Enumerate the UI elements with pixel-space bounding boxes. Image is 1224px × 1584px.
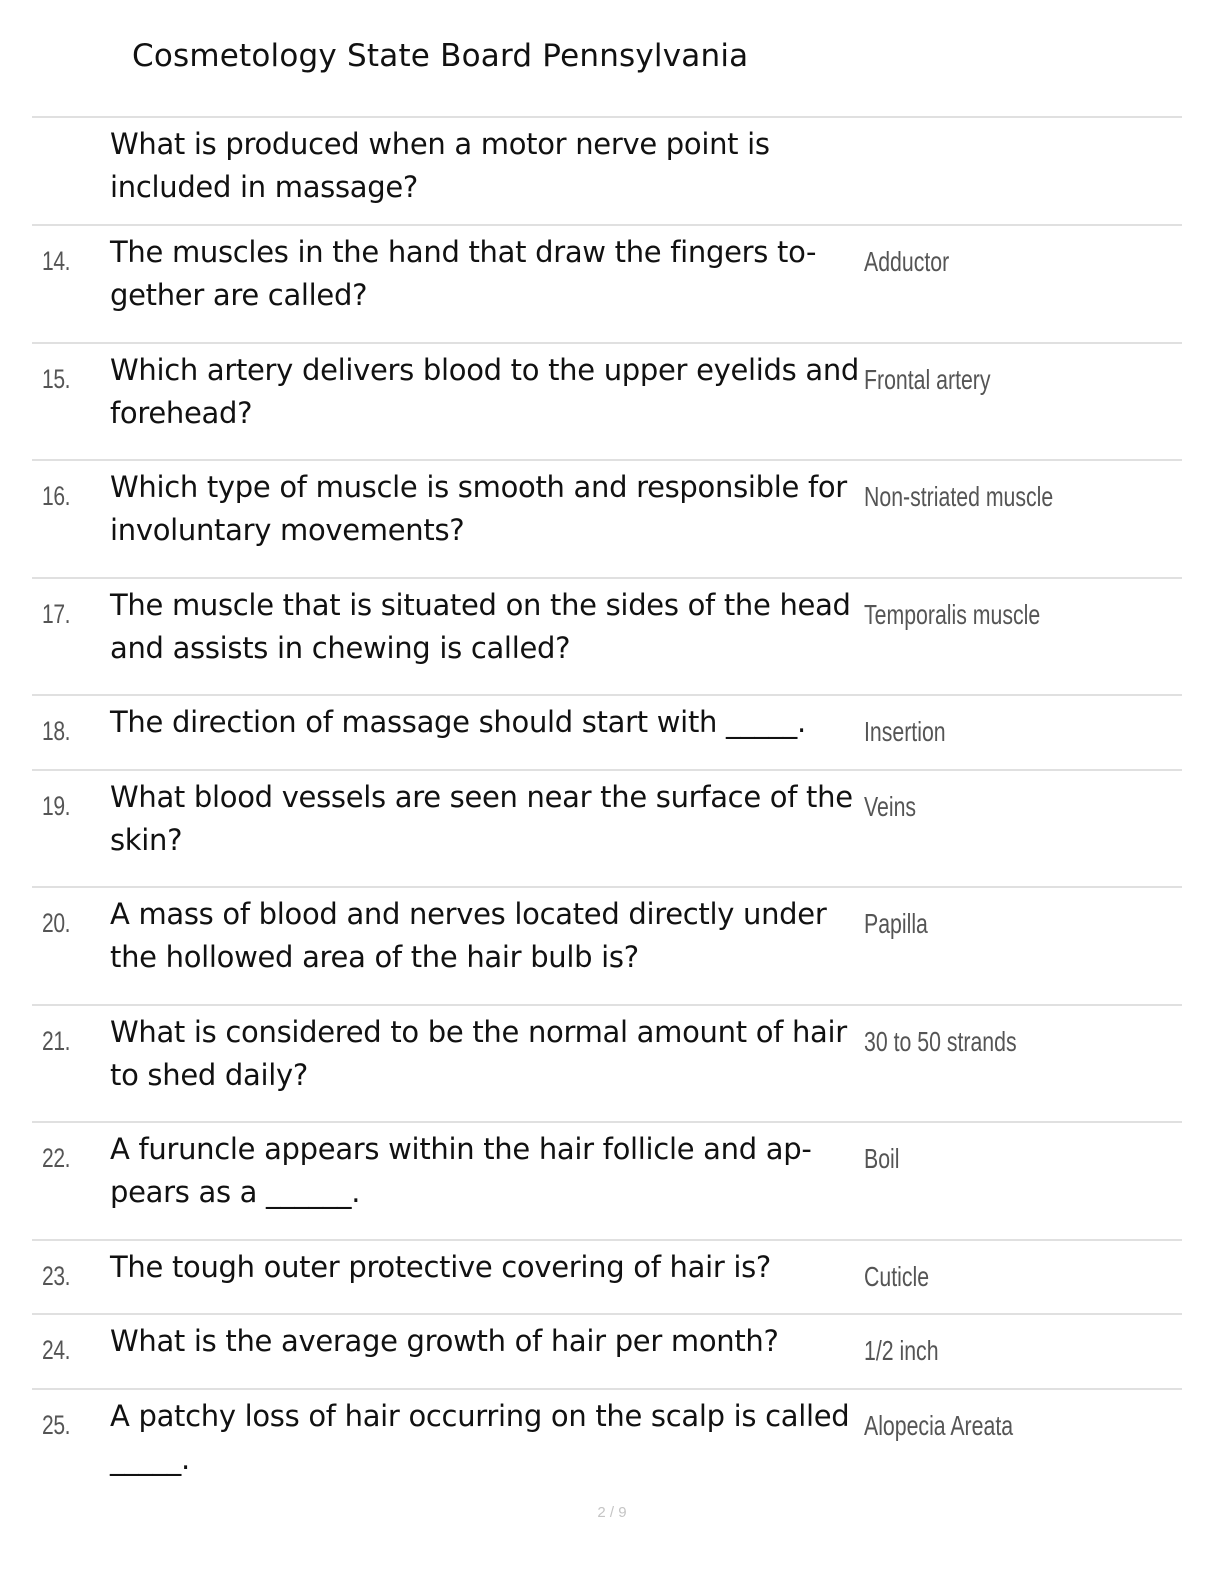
qa-row <box>32 696 1182 771</box>
question-text: What is the average growth of hair per month? <box>110 1324 779 1358</box>
answer-text: Cuticle <box>864 1260 930 1292</box>
document-title: Cosmetology State Board Pennsylvania <box>132 38 749 74</box>
question-text: The muscle that is situated on the sides of the head and assists in chewing is called? <box>110 587 851 665</box>
question-text: The tough outer protective covering of hair is? <box>110 1249 772 1284</box>
answer-text: Insertion <box>864 716 946 747</box>
question-number: 20. <box>42 908 71 938</box>
question-text: A patchy loss of hair occurring on the scalp is called _____. <box>110 1398 850 1476</box>
question-number: 18. <box>42 716 71 746</box>
question-number: 15. <box>42 363 71 394</box>
question-text: Which type of muscle is smooth and responsible for involuntary movements? <box>110 470 847 547</box>
qa-row <box>32 344 1182 462</box>
answer-text: 30 to 50 strands <box>864 1025 1017 1057</box>
page-number: 2 / 9 <box>597 1504 627 1521</box>
question-text: The direction of massage should start with _____. <box>110 705 806 739</box>
question-answer-table <box>32 116 1182 1480</box>
question-number: 22. <box>42 1143 71 1173</box>
qa-row <box>32 1123 1182 1241</box>
question-number: 19. <box>42 790 71 821</box>
qa-row <box>32 118 1182 226</box>
answer-text: Veins <box>864 790 917 822</box>
question-text: Which artery delivers blood to the upper eyelids and forehead? <box>110 352 860 430</box>
qa-row <box>32 226 1182 344</box>
question-number: 17. <box>42 598 71 629</box>
qa-row <box>32 888 1182 1006</box>
question-number: 25. <box>42 1409 71 1440</box>
answer-text: Temporalis muscle <box>864 598 1041 630</box>
question-number: 21. <box>42 1025 71 1056</box>
question-number: 23. <box>42 1260 71 1291</box>
answer-text: Adductor <box>864 246 950 277</box>
question-text: What blood vessels are seen near the surface of the skin? <box>110 779 853 857</box>
answer-text: Papilla <box>864 908 928 939</box>
qa-row <box>32 579 1182 697</box>
answer-text: 1/2 inch <box>864 1335 939 1366</box>
answer-text: Boil <box>864 1143 900 1174</box>
question-number: 14. <box>42 246 71 276</box>
answer-text: Frontal artery <box>864 363 991 395</box>
question-text: What is produced when a motor nerve point is included in massage? <box>110 127 770 204</box>
qa-row <box>32 1006 1182 1124</box>
question-text: A furuncle appears within the hair follicle and ap-pears as a ______. <box>110 1132 812 1209</box>
question-number: 24. <box>42 1335 71 1365</box>
answer-text: Alopecia Areata <box>864 1409 1014 1441</box>
qa-row <box>32 771 1182 889</box>
qa-row <box>32 461 1182 579</box>
qa-row <box>32 1315 1182 1390</box>
question-text: What is considered to be the normal amount of hair to shed daily? <box>110 1014 847 1092</box>
answer-text: Non-striated muscle <box>864 481 1054 512</box>
question-text: The muscles in the hand that draw the fingers to-gether are called? <box>110 235 817 312</box>
qa-row <box>32 1390 1182 1480</box>
question-text: A mass of blood and nerves located directly under the hollowed area of the hair bulb is? <box>110 897 827 974</box>
question-number: 16. <box>42 481 71 511</box>
qa-row <box>32 1241 1182 1316</box>
